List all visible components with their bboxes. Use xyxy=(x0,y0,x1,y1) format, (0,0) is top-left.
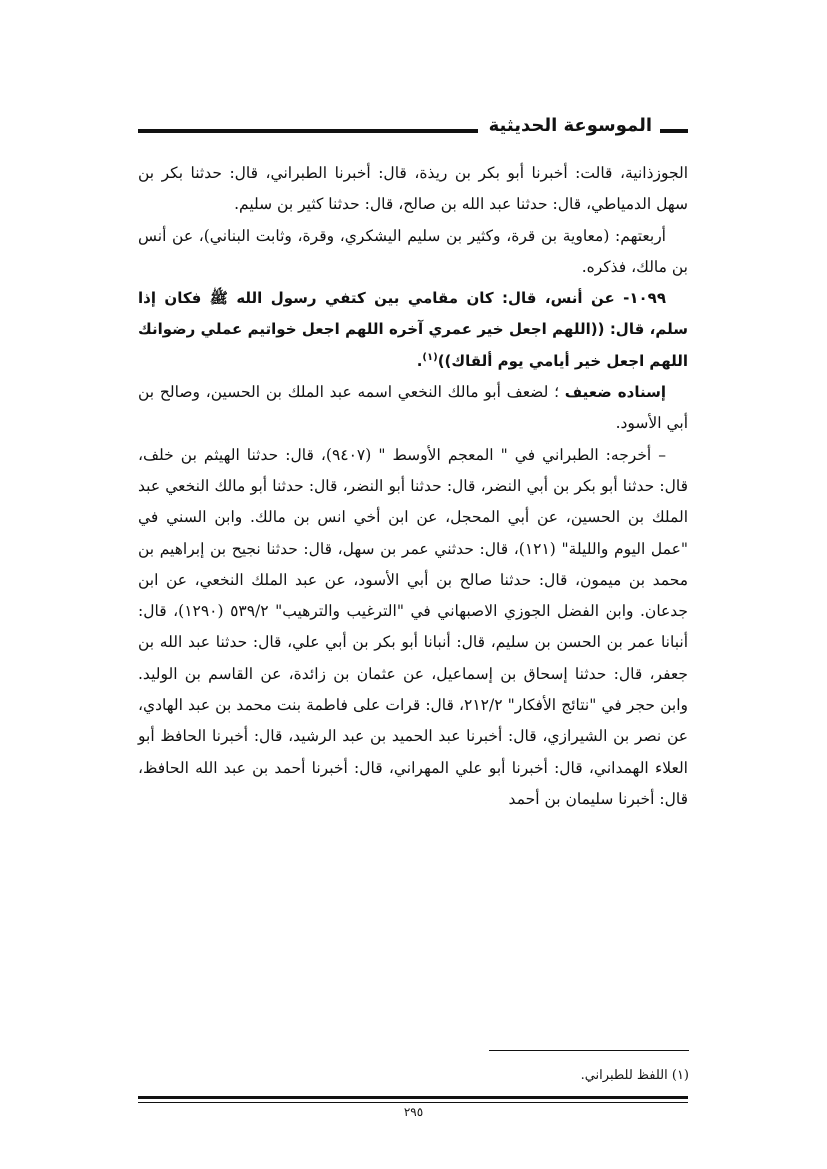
book-title: الموسوعة الحديثية xyxy=(481,112,660,140)
footnote: (١) اللفظ للطبراني. xyxy=(580,1068,689,1083)
footnote-ref: (١) xyxy=(422,351,438,363)
header-rule-right xyxy=(660,129,688,133)
footnote-separator xyxy=(489,1050,689,1051)
paragraph-takhrij: – أخرجه: الطبراني في " المعجم الأوسط " (٩٤٠٧)، قال: حدثنا الهيثم بن خلف، قال: حدثنا أبو بكر بن أبي النضر، قال: حدثنا أبو النضر، قال: حدثنا أبو مالك النخعي عبد الملك بن الحسين، عن أبي المحجل، عن ابن أخي انس بن مالك. وابن السني في "عمل اليوم والليلة" (١٢١)، قال: حدثني عمر بن سهل، قال: حدثنا نجيح بن إبراهيم بن محمد بن ميمون، قال: حدثنا صالح بن أبي الأسود، عن عبد الملك النخعي، عن ابن جدعان. وابن الفضل الجوزي الاصبهاني في "الترغيب والترهيب" ٥٣٩/٢ (١٢٩٠)، قال: أنبانا عمر بن الحسن بن سليم، قال: أنبانا أبو بكر بن أبي علي، قال: حدثنا عبد الله بن جعفر، قال: حدثنا إسحاق بن إسماعيل، عن عثمان بن زائدة، عن القاسم بن الوليد. وابن حجر في "نتائج الأفكار" ٢١٢/٢، قال: قرات على فاطمة بنت محمد بن عبد الهادي، عن نصر بن الشيرازي، قال: أخبرنا عبد الحميد بن عبد الرشيد، قال: أخبرنا الحافظ أبو العلاء الهمداني، قال: أخبرنا أبو علي المهراني، قال: أخبرنا أحمد بن عبد الله الحافظ، قال: أخبرنا سليمان بن أحمد xyxy=(138,445,689,808)
hadith-text xyxy=(138,283,688,377)
page-body xyxy=(138,158,688,815)
grading-text: ؛ لضعف أبو مالك النخعي اسمه عبد الملك بن الحسين، وصالح بن أبي الأسود. xyxy=(138,383,688,433)
page-header xyxy=(138,112,688,142)
paragraph-summary: أربعتهم: (معاوية بن قرة، وكثير بن سليم اليشكري، وقرة، وثابت البناني)، عن أنس بن مالك، فذكره. xyxy=(138,226,688,276)
paragraph-grading xyxy=(138,377,688,440)
footer-rule-thick xyxy=(138,1096,688,1099)
hadith-body: ١٠٩٩- عن أنس، قال: كان مقامي بين كتفي رسول الله ﷺ فكان إذا سلم، قال: ((اللهم اجعل خير عمري آخره اللهم اجعل خواتيم عملي رضوانك اللهم اجعل خير أيامي يوم ألقاك)) xyxy=(138,289,688,370)
grading-label: إسناده ضعيف xyxy=(564,383,667,402)
footer-rule-thin xyxy=(138,1102,688,1103)
hadith-end: . xyxy=(416,351,423,370)
header-rule-left xyxy=(138,129,478,133)
paragraph-isnad-chain: الجوزذانية، قالت: أخبرنا أبو بكر بن ريذة، قال: أخبرنا الطبراني، قال: حدثنا بكر بن سهل الدمياطي، قال: حدثنا عبد الله بن صالح، قال: حدثنا كثير بن سليم. xyxy=(138,164,688,214)
page-number: ٢٩٥ xyxy=(403,1105,424,1119)
